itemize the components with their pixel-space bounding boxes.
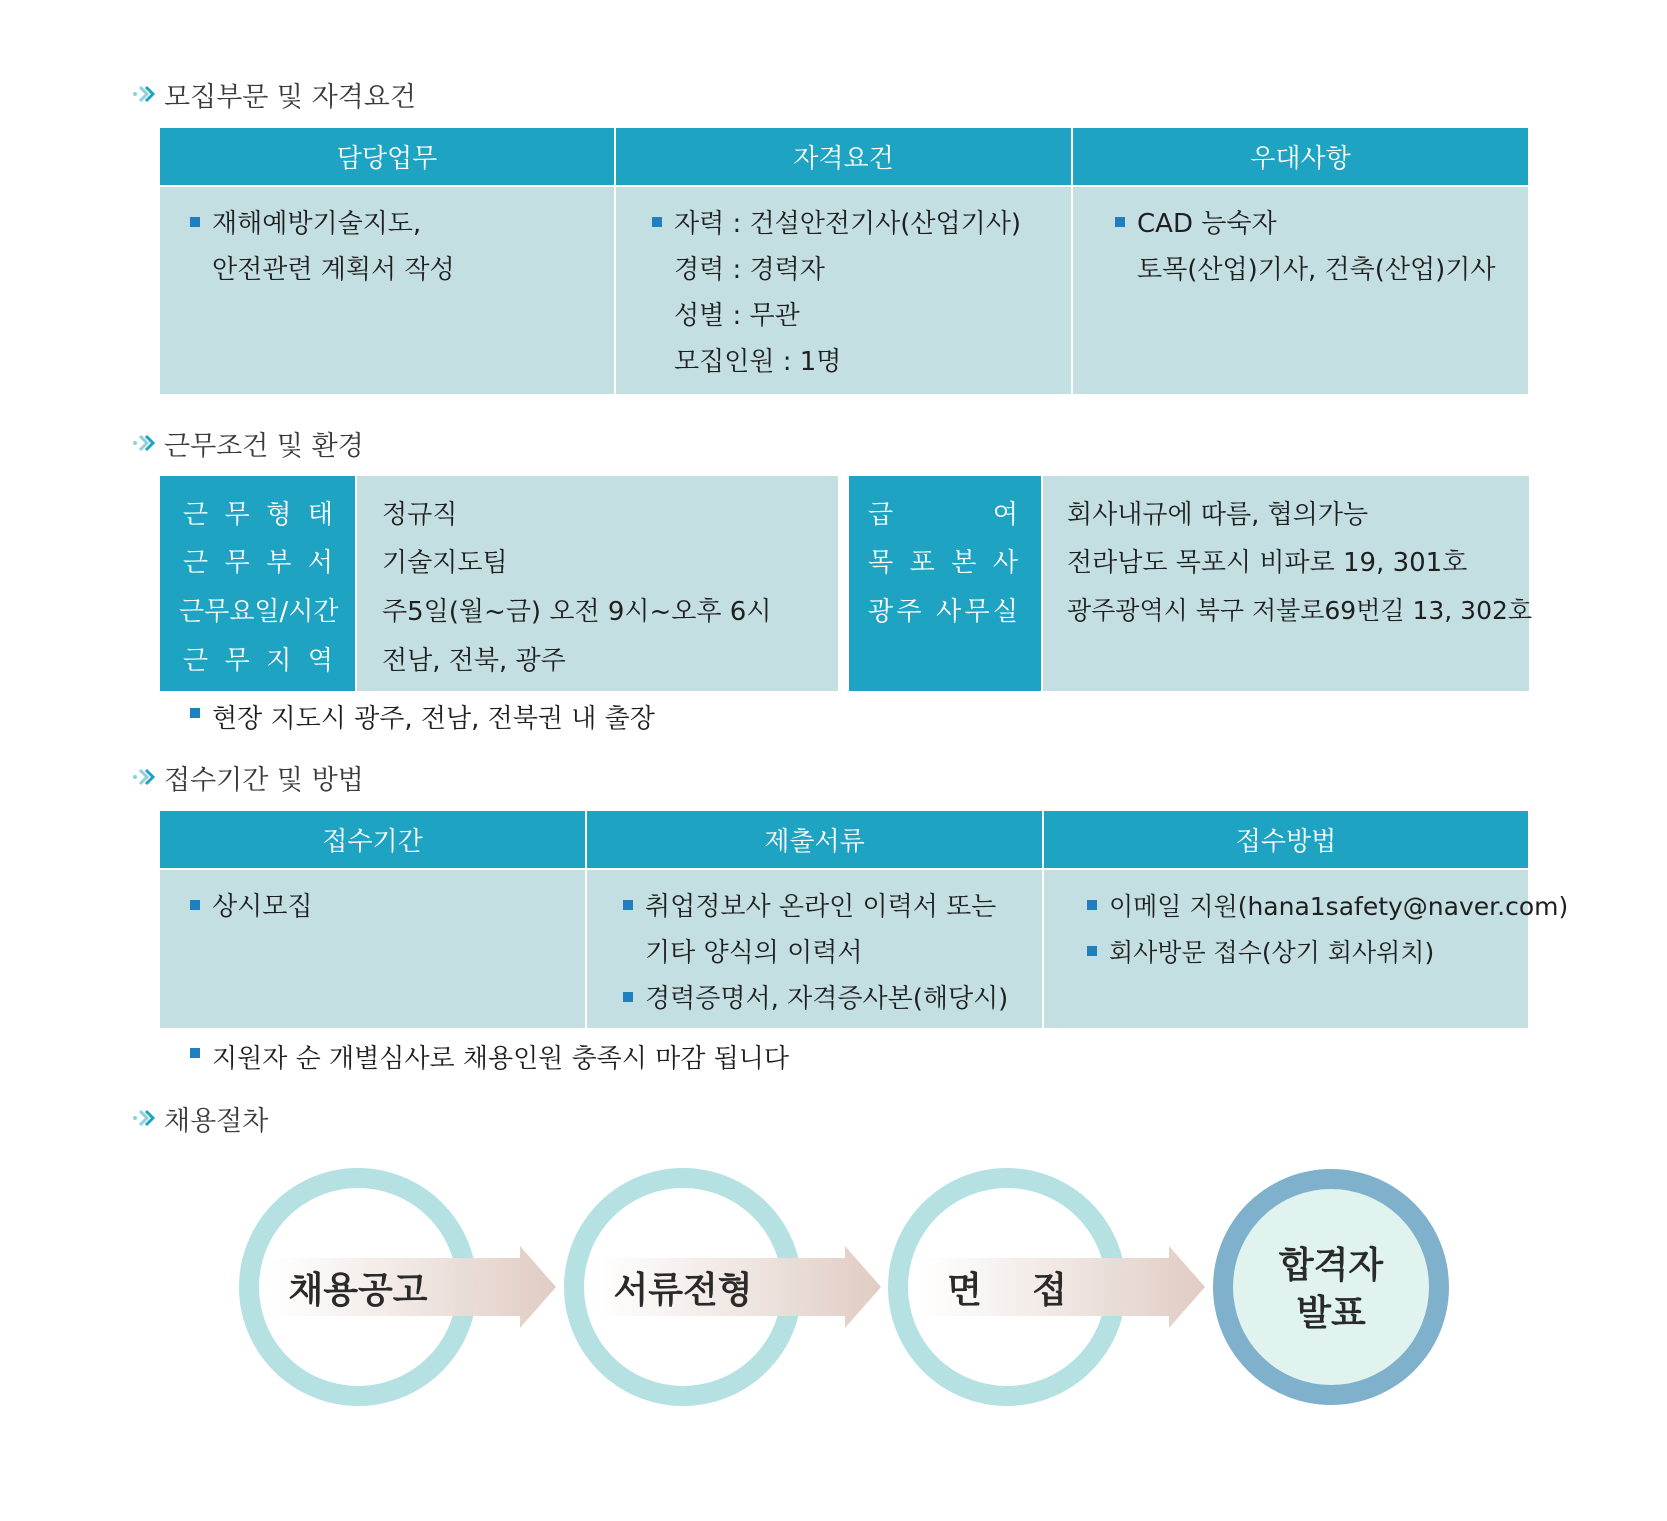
value-region: 전남, 전북, 광주 <box>382 645 566 676</box>
list-item: 경력 : 경력자 <box>674 255 825 285</box>
list-item: 토목(산업)기사, 건축(산업)기사 <box>1137 255 1496 285</box>
section-title: 근무조건 및 환경 <box>164 430 364 462</box>
label-department: 근 무 부 서 <box>183 547 333 578</box>
header-qualifications: 자격요건 <box>616 128 1071 185</box>
value-work-type: 정규직 <box>382 499 458 530</box>
list-item: 상시모집 <box>212 892 313 922</box>
apply-note: 지원자 순 개별심사로 채용인원 충족시 마감 됩니다 <box>190 1038 789 1074</box>
label-gwangju-office: 광 주 사 무 실 <box>868 596 1018 627</box>
header-method: 접수방법 <box>1044 811 1528 868</box>
header-duties: 담당업무 <box>160 128 614 185</box>
list-item: 재해예방기술지도, <box>212 209 422 239</box>
section-title: 접수기간 및 방법 <box>164 764 364 796</box>
value-department: 기술지도팀 <box>382 547 508 578</box>
label-salary: 급 여 <box>868 499 1018 530</box>
list-item: 이메일 지원(hana1safety@naver.com) <box>1109 892 1569 921</box>
label-hours: 근무요일/시간 <box>179 596 339 627</box>
header-documents: 제출서류 <box>587 811 1042 868</box>
label-work-type: 근 무 형 태 <box>183 499 333 530</box>
list-item: 성별 : 무관 <box>674 301 800 331</box>
section-title: 모집부문 및 자격요건 <box>164 81 416 113</box>
list-item: 회사방문 접수(상기 회사위치) <box>1109 938 1435 967</box>
label-mokpo-hq: 목 포 본 사 <box>868 547 1018 578</box>
step-label-final-line2: 발표 <box>1296 1292 1366 1334</box>
label-region: 근 무 지 역 <box>183 645 333 676</box>
value-salary: 회사내규에 따름, 협의가능 <box>1067 499 1369 530</box>
step-label-2: 서류전형 <box>613 1269 753 1311</box>
header-preferences: 우대사항 <box>1073 128 1528 185</box>
step-label-final-line1: 합격자 <box>1278 1244 1384 1286</box>
list-item: 경력증명서, 자격증사본(해당시) <box>645 984 1009 1014</box>
value-mokpo-address: 전라남도 목포시 비파로 19, 301호 <box>1067 547 1468 578</box>
list-item: CAD 능숙자 <box>1137 209 1277 239</box>
section-title: 채용절차 <box>164 1105 269 1137</box>
list-item: 자력 : 건설안전기사(산업기사) <box>674 209 1021 239</box>
work-note: 현장 지도시 광주, 전남, 전북권 내 출장 <box>190 698 655 734</box>
header-period: 접수기간 <box>160 811 585 868</box>
step-label-3: 면 접 <box>947 1269 1067 1311</box>
list-item: 취업정보사 온라인 이력서 또는 <box>645 892 997 922</box>
list-item: 안전관련 계획서 작성 <box>212 255 455 285</box>
list-item: 기타 양식의 이력서 <box>645 938 863 968</box>
value-gwangju-address: 광주광역시 북구 저불로69번길 13, 302호 <box>1067 596 1533 625</box>
list-item: 모집인원 : 1명 <box>674 347 842 377</box>
value-hours: 주5일(월~금) 오전 9시~오후 6시 <box>382 596 772 627</box>
step-label-1: 채용공고 <box>288 1269 428 1311</box>
